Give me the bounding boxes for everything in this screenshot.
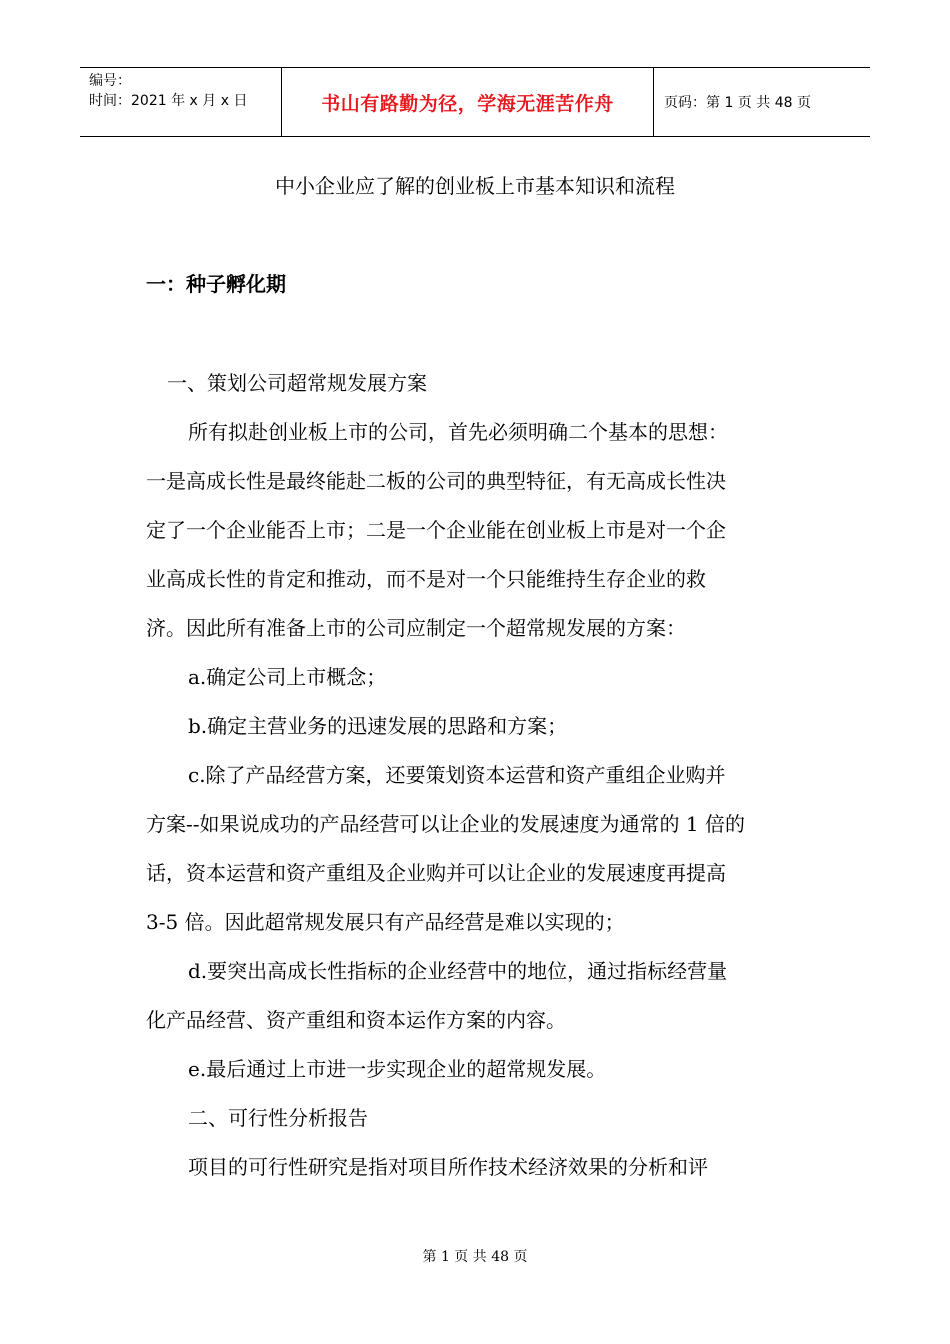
motto-text: 书山有路勤为径，学海无涯苦作舟	[321, 92, 614, 115]
paragraph-line: 业高成长性的肯定和推动，而不是对一个只能维持生存企业的救	[146, 567, 706, 591]
header-page-cell	[654, 68, 870, 136]
subsection-heading: 一、策划公司超常规发展方案	[167, 371, 427, 395]
number-label: 编号：	[89, 73, 131, 89]
header-table	[80, 67, 870, 137]
subsection-heading: 二、可行性分析报告	[188, 1106, 368, 1130]
section-heading: 一：种子孵化期	[146, 272, 286, 296]
document-body	[146, 359, 806, 1192]
paragraph-line: 3-5 倍。因此超常规发展只有产品经营是难以实现的；	[146, 910, 625, 934]
paragraph-line: 一是高成长性是最终能赴二板的公司的典型特征，有无高成长性决	[146, 469, 726, 493]
page-footer: 第 1 页 共 48 页	[422, 1249, 528, 1265]
list-item: a.确定公司上市概念；	[188, 665, 387, 689]
list-item: e.最后通过上市进一步实现企业的超常规发展。	[188, 1057, 607, 1081]
list-item: b.确定主营业务的迅速发展的思路和方案；	[188, 714, 568, 738]
time-label: 时间：2021 年 x 月 x 日	[89, 93, 248, 109]
paragraph-line: 项目的可行性研究是指对项目所作技术经济效果的分析和评	[188, 1155, 708, 1179]
list-item: c.除了产品经营方案，还要策划资本运营和资产重组企业购并	[188, 763, 726, 787]
paragraph-line: 方案--如果说成功的产品经营可以让企业的发展速度为通常的 1 倍的	[146, 812, 745, 836]
paragraph-line: 化产品经营、资产重组和资本运作方案的内容。	[146, 1008, 566, 1032]
document-title: 中小企业应了解的创业板上市基本知识和流程	[275, 174, 675, 198]
list-item: d.要突出高成长性指标的企业经营中的地位，通过指标经营量	[188, 959, 728, 983]
page-info: 页码：第 1 页 共 48 页	[664, 95, 811, 111]
paragraph-line: 话，资本运营和资产重组及企业购并可以让企业的发展速度再提高	[146, 861, 726, 885]
paragraph-line: 所有拟赴创业板上市的公司，首先必须明确二个基本的思想：	[188, 420, 728, 444]
header-meta-cell	[80, 68, 282, 136]
paragraph-line: 定了一个企业能否上市；二是一个企业能在创业板上市是对一个企	[146, 518, 726, 542]
header-motto-cell	[282, 68, 654, 136]
paragraph-line: 济。因此所有准备上市的公司应制定一个超常规发展的方案：	[146, 616, 686, 640]
